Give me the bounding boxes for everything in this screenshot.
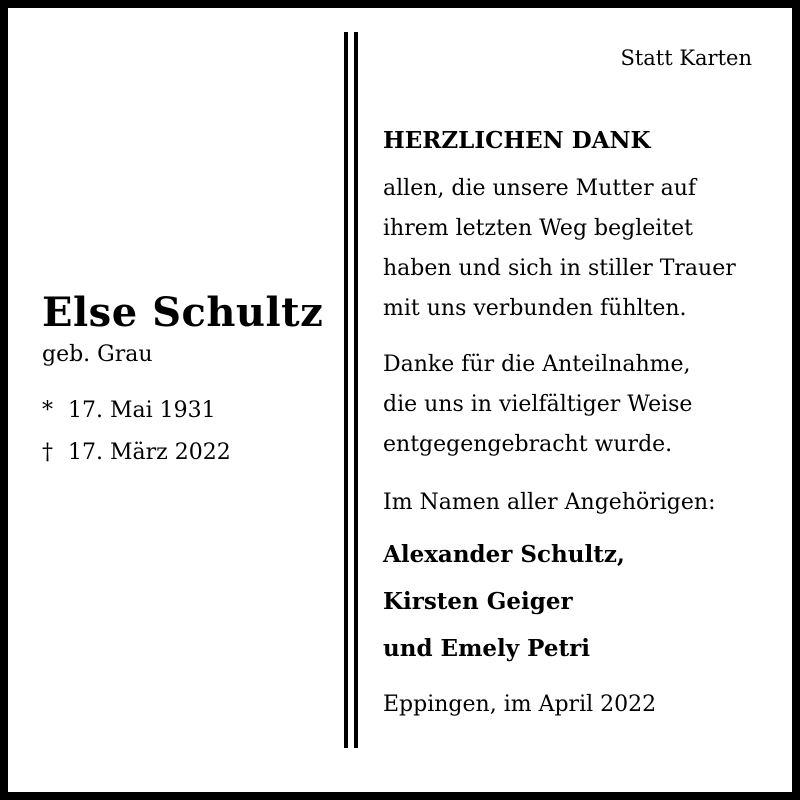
signers-list (383, 531, 783, 672)
signer-name: und Emely Petri (383, 635, 590, 662)
signer-name: Kirsten Geiger (383, 588, 573, 615)
text-line: die uns in vielfältiger Weise (383, 392, 693, 417)
text-line: Danke für die Anteilnahme, (383, 352, 691, 377)
death-row (42, 432, 332, 474)
maiden-name: geb. Grau (42, 342, 153, 367)
signer-name: Alexander Schultz, (383, 541, 625, 568)
divider-line-right (354, 32, 358, 748)
death-date: 17. März 2022 (68, 440, 231, 465)
thank-you-heading: HERZLICHEN DANK (383, 127, 651, 154)
paragraph-thanks (383, 345, 783, 465)
birth-date: 17. Mai 1931 (68, 398, 216, 423)
deceased-info (42, 288, 332, 474)
text-line: entgegengebracht wurde. (383, 432, 673, 457)
birth-symbol: * (42, 398, 53, 423)
obituary-card (8, 8, 792, 792)
text-line: mit uns verbunden fühlten. (383, 296, 687, 321)
text-line: allen, die unsere Mutter auf (383, 176, 697, 201)
thank-you-message (383, 123, 783, 717)
life-dates (42, 390, 332, 474)
deceased-name: Else Schultz (42, 289, 324, 336)
place-date: Eppingen, im April 2022 (383, 692, 657, 717)
birth-row (42, 390, 332, 432)
paragraph-gratitude (383, 169, 783, 329)
on-behalf-line: Im Namen aller Angehörigen: (383, 490, 716, 515)
text-line: ihrem letzten Weg begleitet (383, 216, 693, 241)
text-line: haben und sich in stiller Trauer (383, 256, 736, 281)
statt-karten-label: Statt Karten (620, 46, 752, 70)
divider-line-left (344, 32, 348, 748)
death-symbol: † (42, 440, 53, 465)
